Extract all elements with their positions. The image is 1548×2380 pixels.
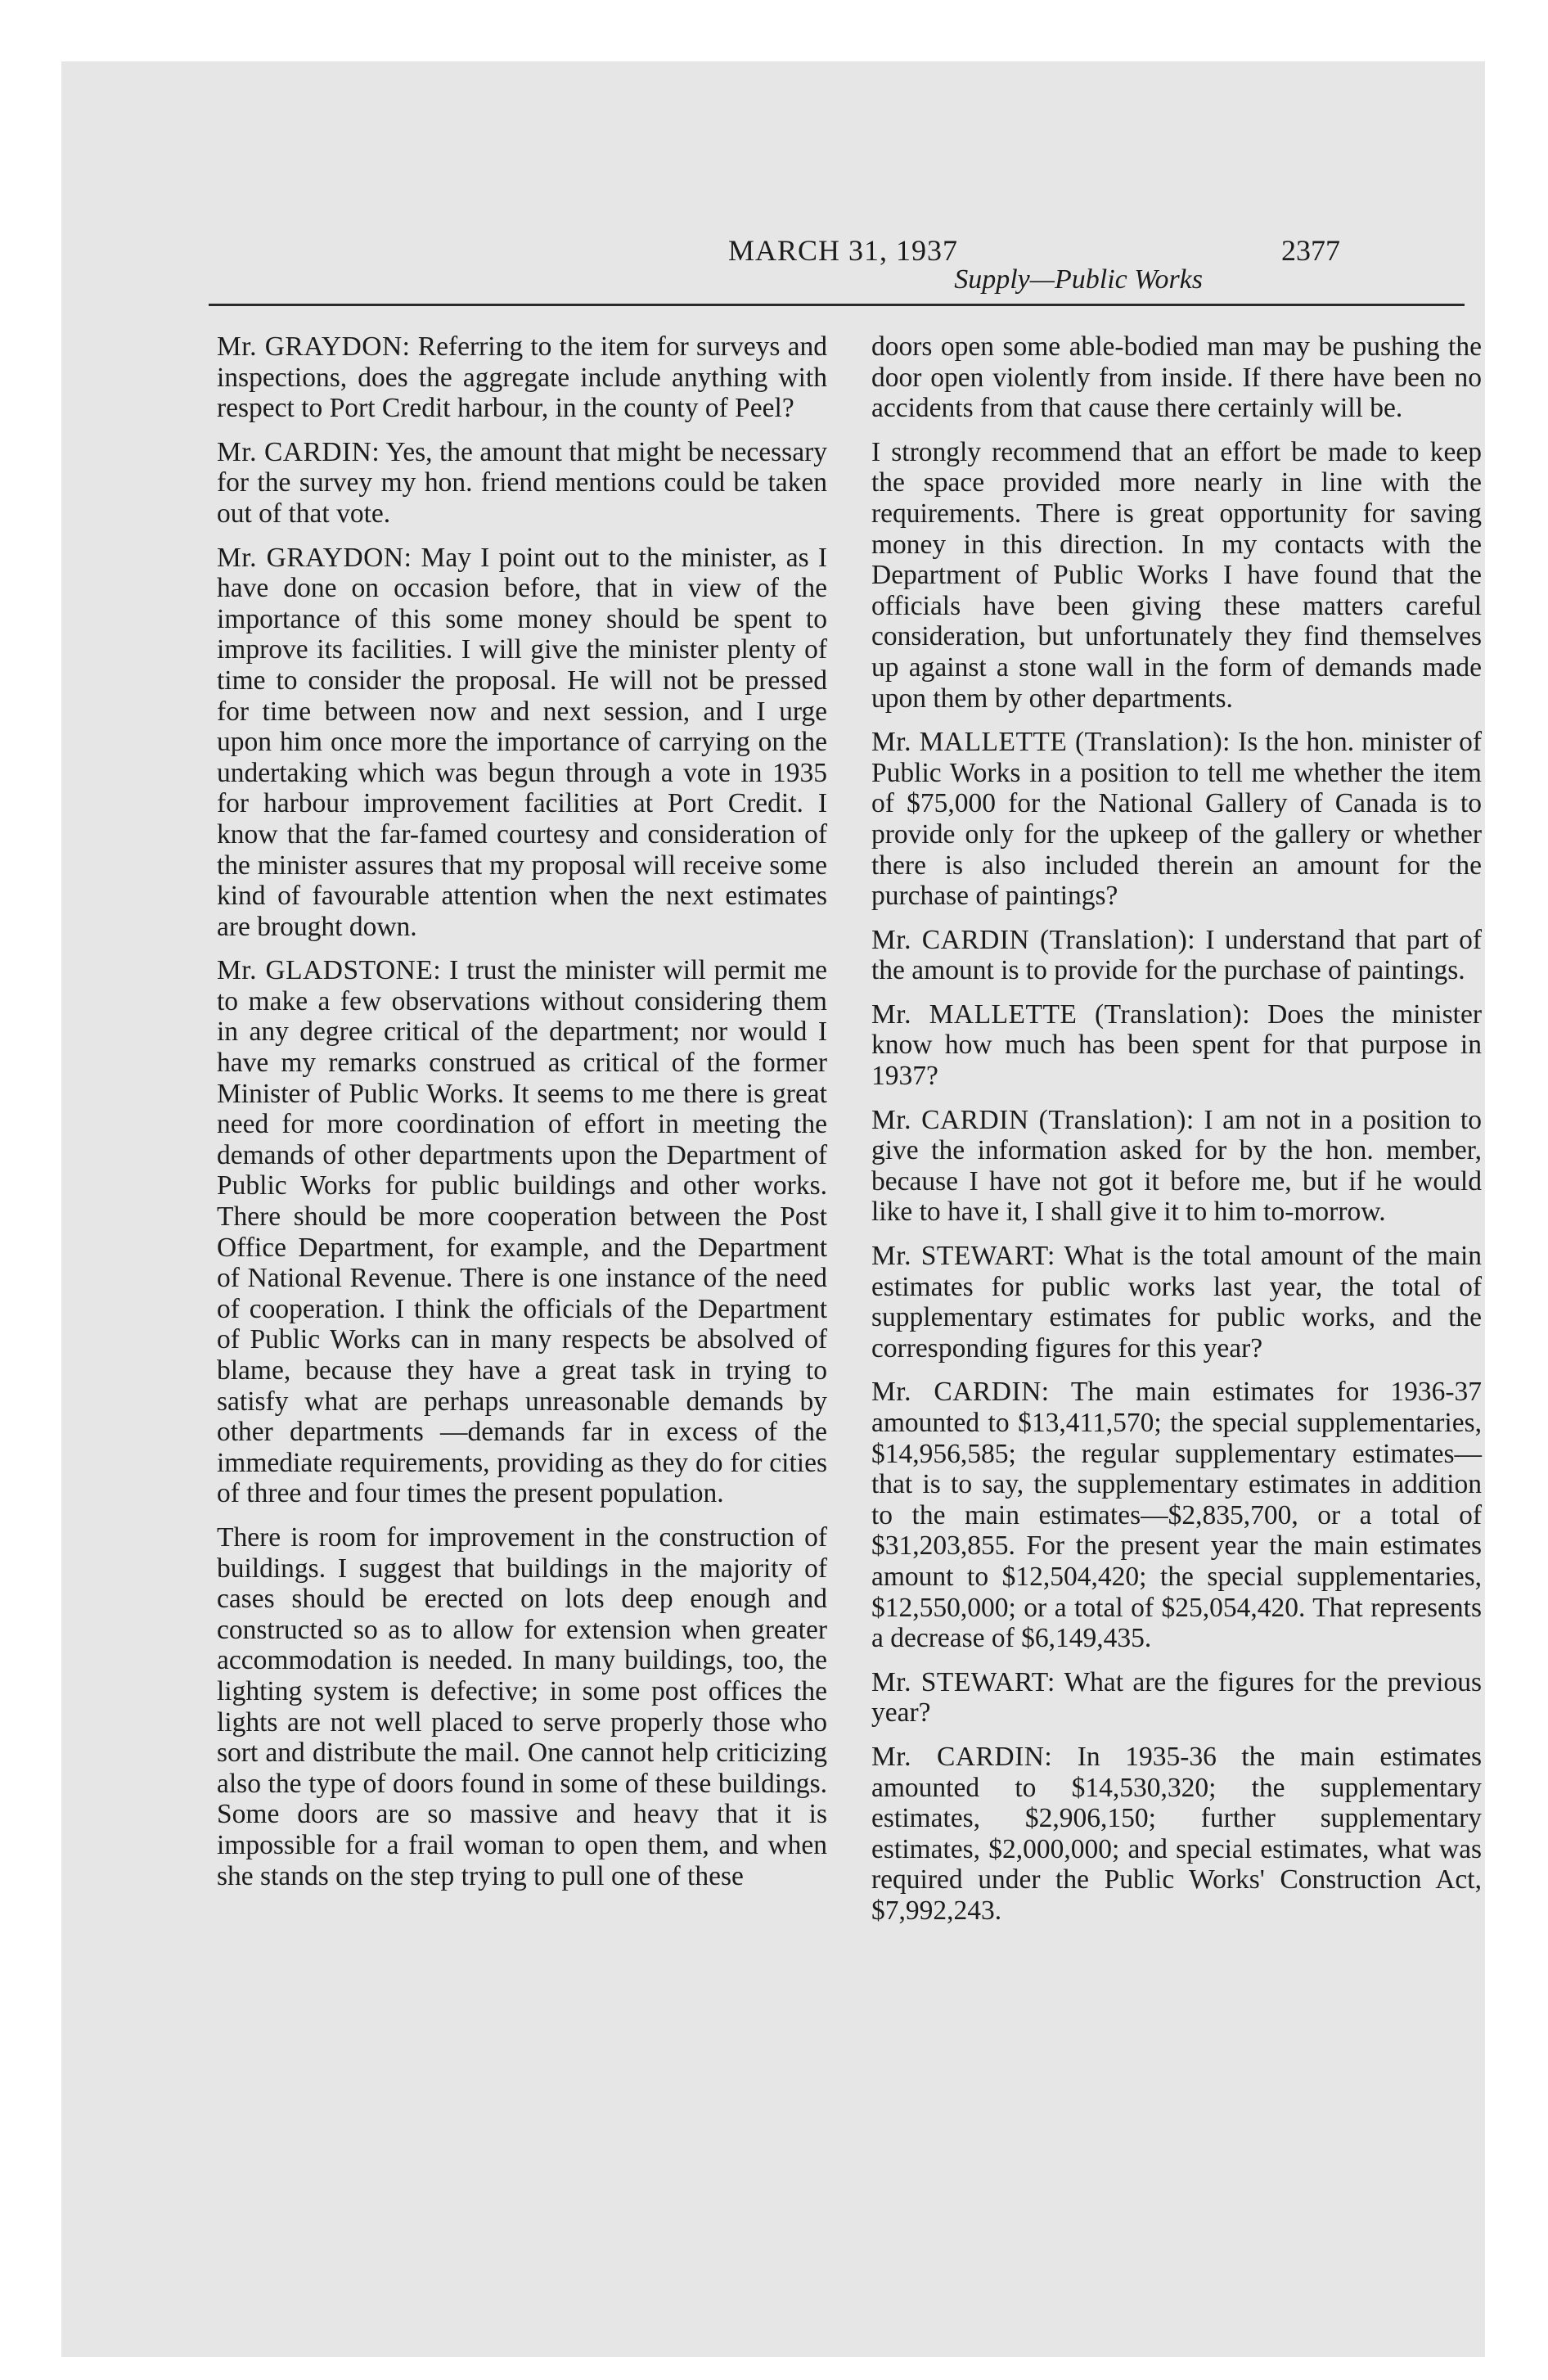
paragraph-text: Referring to the item for surveys and inspections, does the aggregate include anything with respect to Port Credit harbour, in the county of Peel? — [217, 331, 827, 424]
paragraph-text: Yes, the amount that might be necessary for the survey my hon. friend mentions could be taken out of that vote. — [217, 436, 827, 529]
paragraph — [217, 437, 827, 530]
speaker-name: Mr. GRAYDON: — [217, 542, 412, 573]
paragraph — [871, 437, 1482, 714]
page-sheet — [61, 61, 1485, 2357]
speaker-name: Mr. CARDIN (Translation): — [871, 1104, 1195, 1135]
paragraph — [871, 1105, 1482, 1228]
paragraph-text: I understand that part of the amount is to provide for the purchase of paintings. — [871, 924, 1483, 986]
paragraph — [871, 925, 1482, 986]
speaker-name: Mr. MALLETTE (Translation): — [871, 998, 1251, 1030]
paragraph-text: May I point out to the minister, as I have done on occasion before, that in view of the importance of this some money should be spent to improve its facilities. I will give the minister plenty of time to consider the proposal. He will not be pressed for time between now and next session, and I urge upon him once more the importance of carrying on the undertaking which was begun through a vote in 1935 for harbour improvement facilities at Port Credit. I know that the far-famed courtesy and consideration of the minister assures that my proposal will receive some kind of favourable attention when the next estimates are brought down. — [217, 542, 828, 942]
paragraph — [871, 1377, 1482, 1653]
header-rule — [209, 304, 1465, 306]
speaker-name: Mr. STEWART: — [871, 1666, 1055, 1697]
paragraph — [871, 1667, 1482, 1729]
paragraph-text: doors open some able-bodied man may be pushing the door open violently from inside. If there have been no accidents from that cause there certainly will be. — [871, 331, 1482, 424]
paragraph — [871, 727, 1482, 912]
paragraph — [217, 955, 827, 1509]
paragraph-text: I am not in a position to give the information asked for by the hon. member, because I have not got it before me, but if he would like to have it, I shall give it to him to-morrow. — [871, 1104, 1482, 1228]
header-page-number: 2377 — [1281, 234, 1340, 267]
speaker-name: Mr. CARDIN: — [217, 436, 380, 467]
paragraph-text: Is the hon. minister of Public Works in a position to tell me whether the item of $75,000 for the National Gallery of Canada is to provide only for the upkeep of the gallery or whether there is also included therein an amount for the purchase of paintings? — [871, 727, 1482, 912]
left-column — [217, 331, 827, 1891]
header-date: MARCH 31, 1937 — [728, 234, 959, 267]
speaker-name: Mr. MALLETTE (Translation): — [871, 727, 1231, 758]
speaker-name: Mr. CARDIN (Translation): — [871, 924, 1196, 955]
paragraph-text: Does the minister know how much has been spent for that purpose in 1937? — [871, 998, 1482, 1092]
paragraph — [871, 1241, 1482, 1364]
header-section-title: Supply—Public Works — [954, 264, 1203, 295]
speaker-name: Mr. CARDIN: — [871, 1741, 1053, 1772]
paragraph-text: I trust the minister will permit me to make a few observations without considering them in any degree critical of the department; nor would I have my remarks construed as critical of the former Minister of Public Works. It seems to me there is great need for more coordination of effort in meeting the demands of other departments upon the Department of Public Works for public buildings and other works. There should be more cooperation between the Post Office Department, for example, and the Department of National Revenue. There is one instance of the need of cooperation. I think the officials of the Department of Public Works can in many respects be absolved of blame, because they have a great task in trying to satisfy what are perhaps unreasonable demands by other departments —demands far in excess of the immediate requirements, providing as they do for cities of three and four times the present population. — [217, 955, 828, 1509]
paragraph — [217, 331, 827, 424]
paragraph — [217, 1522, 827, 1891]
paragraph — [871, 999, 1482, 1092]
right-column — [871, 331, 1482, 1927]
speaker-name: Mr. CARDIN: — [871, 1377, 1050, 1408]
speaker-name: Mr. GRAYDON: — [217, 331, 411, 362]
paragraph-text: What is the total amount of the main estimates for public works last year, the total of supplementary estimates for public works, and the corresponding figures for this year? — [871, 1241, 1483, 1364]
paragraph-text: There is room for improvement in the construction of buildings. I suggest that buildings in the majority of cases should be erected on lots deep enough and constructed so as to allow for extension when greater accommodation is needed. In many buildings, too, the lighting system is defective; in some post offices the lights are not well placed to serve properly those who sort and distribute the mail. One cannot help criticizing also the type of doors found in some of these buildings. Some doors are so massive and heavy that it is impossible for a frail woman to open them, and when she stands on the step trying to pull one of these — [217, 1521, 827, 1891]
speaker-name: Mr. STEWART: — [871, 1241, 1055, 1272]
paragraph-text: What are the figures for the previous year? — [871, 1666, 1483, 1729]
paragraph — [871, 331, 1482, 424]
paragraph — [217, 543, 827, 943]
paragraph-text: In 1935-36 the main estimates amounted to $14,530,320; the supplementary estimates, $2,906,150; further supplementary estimates, $2,000,000; and special estimates, what was required under the Public Works' Construction Act, $7,992,243. — [871, 1741, 1483, 1926]
speaker-name: Mr. GLADSTONE: — [217, 955, 442, 986]
paragraph-text: The main estimates for 1936-37 amounted to $13,411,570; the special supplementaries, $14,956,585; the regular supplementary estimates—that is to say, the supplementary estimates in addition to the main estimates—$2,835,700, or a total of $31,203,855. For the present year the main estimates amount to $12,504,420; the special supplementaries, $12,550,000; or a total of $25,054,420. That represents a decrease of $6,149,435. — [871, 1377, 1482, 1654]
paragraph — [871, 1742, 1482, 1927]
paragraph-text: I strongly recommend that an effort be made to keep the space provided more nearly in line with the requirements. There is great opportunity for saving money in this direction. In my contacts with the Department of Public Works I have found that the officials have been giving these matters careful consideration, but unfortunately they find themselves up against a stone wall in the form of demands made upon them by other departments. — [871, 436, 1482, 714]
